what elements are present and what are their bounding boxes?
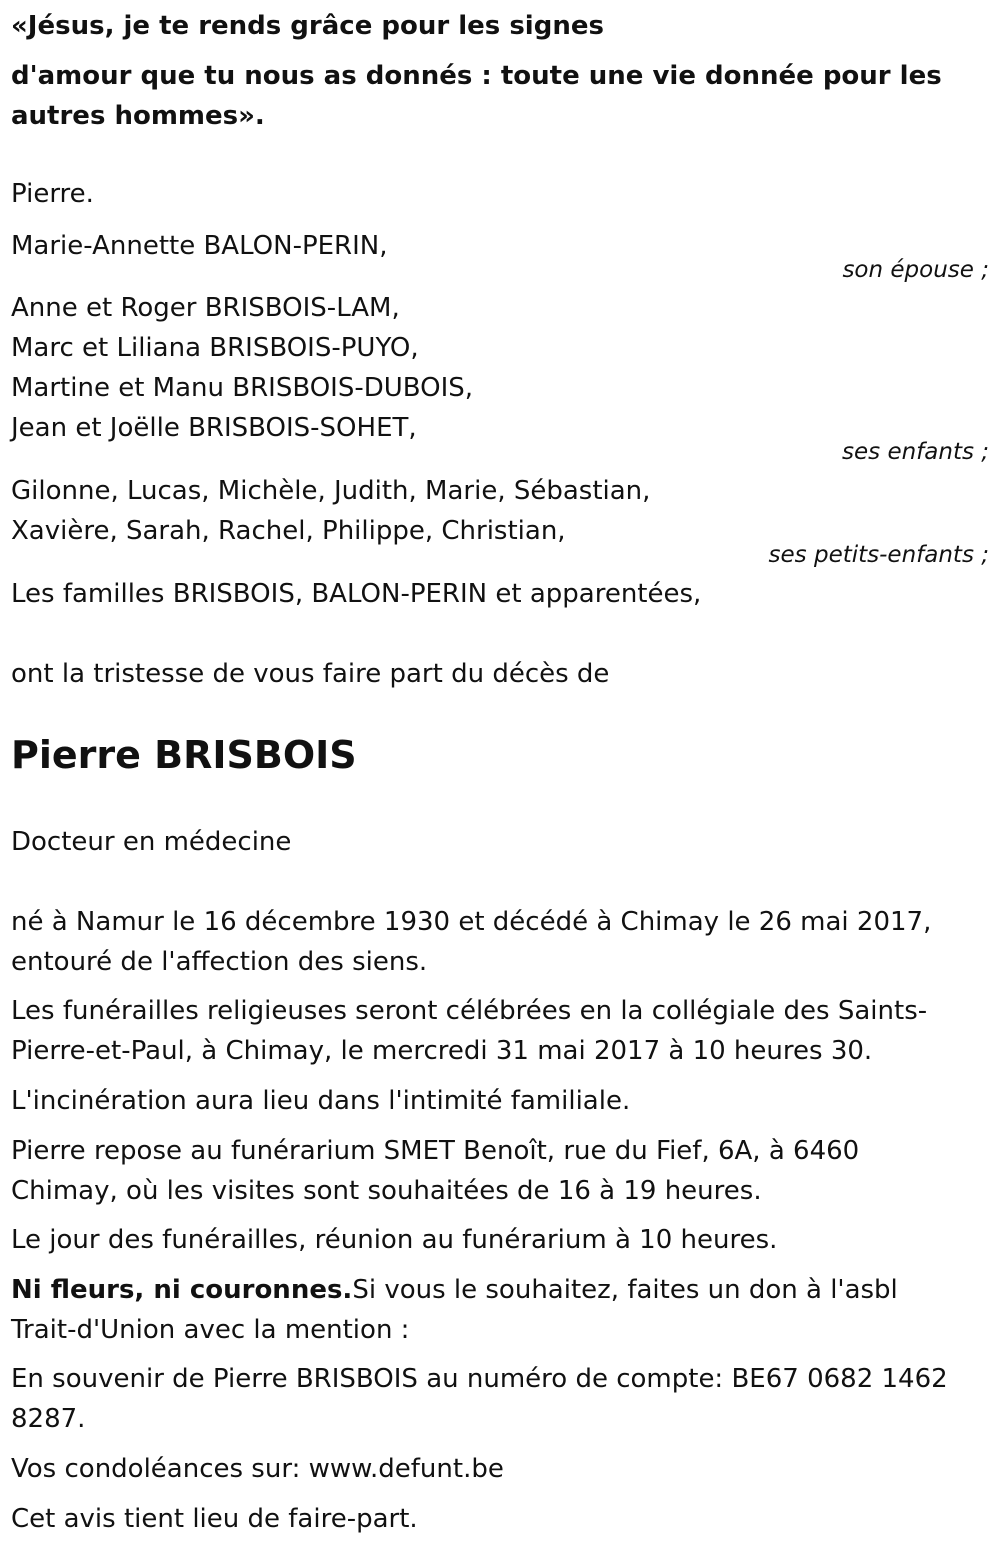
children-role: ses enfants ; [842, 439, 989, 465]
grandchildren-1: Gilonne, Lucas, Michèle, Judith, Marie, Sébastian, [11, 476, 651, 506]
grandchildren-role: ses petits-enfants ; [768, 542, 989, 568]
notice-paragraph: Cet avis tient lieu de faire-part. [11, 1504, 418, 1534]
profession: Docteur en médecine [11, 827, 292, 857]
flowers-bold: Ni fleurs, ni couronnes. [11, 1275, 353, 1305]
rest-paragraph: Pierre repose au funérarium SMET Benoît, rue du Fief, 6A, à 6460 Chimay, où les visites sont souhaitées de 16 à 19 heures. [11, 1136, 860, 1206]
spouse-role: son épouse ; [842, 257, 989, 283]
meeting-paragraph: Le jour des funérailles, réunion au funérarium à 10 heures. [11, 1225, 778, 1255]
child-4: Jean et Joëlle BRISBOIS-SOHET, [11, 413, 417, 443]
child-2: Marc et Liliana BRISBOIS-PUYO, [11, 333, 419, 363]
flowers-paragraph [11, 1270, 971, 1350]
quote-line-2: d'amour que tu nous as donnés : toute une vie donnée pour les autres hommes». [11, 61, 942, 131]
funeral-paragraph: Les funérailles religieuses seront célébrées en la collégiale des Saints-Pierre-et-Paul, à Chimay, le mercredi 31 mai 2017 à 10 heures 30. [11, 996, 928, 1066]
condolences-paragraph: Vos condoléances sur: www.defunt.be [11, 1454, 504, 1484]
spouse-name: Marie-Annette BALON-PERIN, [11, 231, 388, 261]
donation-paragraph: En souvenir de Pierre BRISBOIS au numéro de compte: BE67 0682 1462 8287. [11, 1364, 948, 1434]
announcement: ont la tristesse de vous faire part du décès de [11, 659, 610, 689]
incineration-paragraph: L'incinération aura lieu dans l'intimité familiale. [11, 1086, 631, 1116]
families-line: Les familles BRISBOIS, BALON-PERIN et apparentées, [11, 579, 702, 609]
grandchildren-2: Xavière, Sarah, Rachel, Philippe, Christian, [11, 516, 566, 546]
birth-death-paragraph: né à Namur le 16 décembre 1930 et décédé à Chimay le 26 mai 2017, entouré de l'affection des siens. [11, 907, 932, 977]
pierre-line: Pierre. [11, 179, 94, 209]
flowers-rest: Si vous le souhaitez, faites un don à l'asbl Trait-d'Union avec la mention : [11, 1275, 898, 1345]
child-3: Martine et Manu BRISBOIS-DUBOIS, [11, 373, 474, 403]
deceased-name: Pierre BRISBOIS [11, 733, 357, 777]
quote-line-1: «Jésus, je te rends grâce pour les signes [11, 11, 604, 41]
child-1: Anne et Roger BRISBOIS-LAM, [11, 293, 400, 323]
